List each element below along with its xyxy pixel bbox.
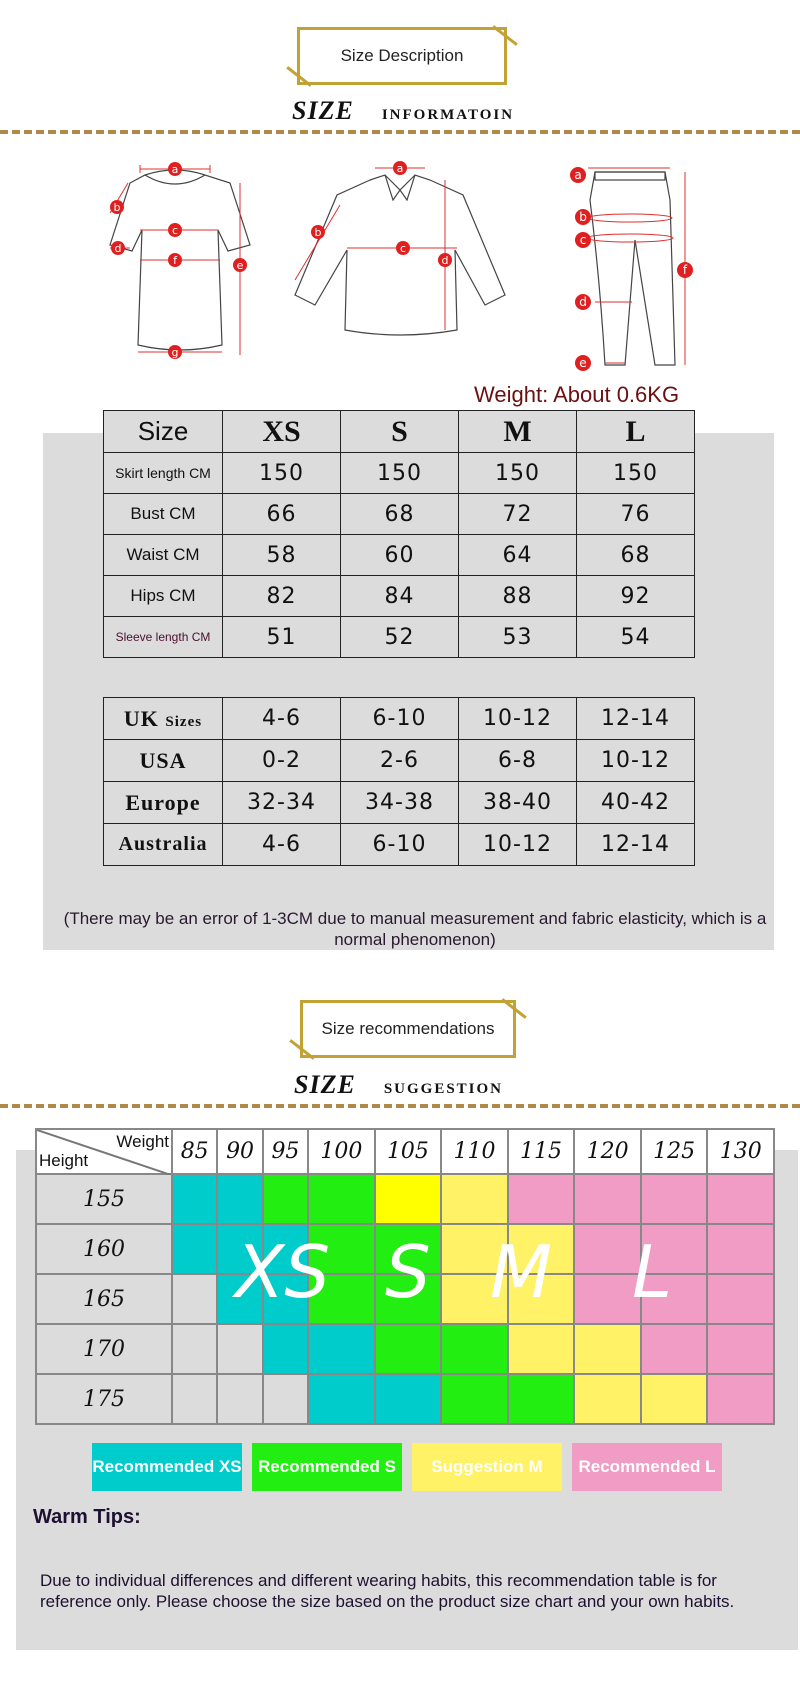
legend-m <box>412 1443 562 1491</box>
mark-d: d <box>114 242 122 255</box>
grid-cell-pink <box>574 1224 641 1274</box>
mark-f: f <box>682 263 688 277</box>
uk-suffix: Sizes <box>165 713 203 730</box>
table-row <box>104 617 695 658</box>
cell: 68 <box>341 494 459 535</box>
uk-label: UK <box>123 705 159 731</box>
grid-cell-blank <box>172 1274 217 1324</box>
weight-125: 125 <box>641 1129 708 1174</box>
overlay-l: L <box>632 1230 673 1314</box>
grid-cell-cyan <box>172 1174 217 1224</box>
table-row <box>104 698 695 740</box>
cell: 84 <box>341 576 459 617</box>
cell: 52 <box>341 617 459 658</box>
grid-cell-pink <box>508 1174 575 1224</box>
grid-cell-lyellow <box>508 1324 575 1374</box>
table-row <box>36 1374 774 1424</box>
weight-110: 110 <box>441 1129 508 1174</box>
height-155: 155 <box>36 1174 172 1224</box>
cell: 10-12 <box>577 740 695 782</box>
mark-b: b <box>579 210 587 224</box>
table-row <box>36 1324 774 1374</box>
cell: 10-12 <box>459 824 577 866</box>
cell: 34-38 <box>341 782 459 824</box>
mark-d: d <box>441 254 449 267</box>
conversion-table <box>103 697 695 866</box>
size-table <box>103 410 695 658</box>
cell: 6-10 <box>341 824 459 866</box>
grid-cell-cyan <box>172 1224 217 1274</box>
legend-label: Recommended S <box>258 1457 396 1476</box>
grid-cell-pink <box>641 1174 708 1224</box>
grid-cell-green <box>375 1324 442 1374</box>
size-recommendations-badge <box>300 1000 516 1058</box>
grid-cell-lyellow <box>574 1374 641 1424</box>
mark-e: e <box>579 356 587 370</box>
cell: 38-40 <box>459 782 577 824</box>
overlay-m: M <box>490 1230 553 1314</box>
mark-a: a <box>396 162 404 175</box>
size-xs: XS <box>223 411 341 453</box>
mark-c: c <box>171 224 179 237</box>
weight-note: Weight: About 0.6KG <box>474 382 680 407</box>
weight-90: 90 <box>217 1129 262 1174</box>
cell: 76 <box>577 494 695 535</box>
tips-body: Due to individual differences and different wearing habits, this recommendation table is for reference only. Please choose the size based on the product size chart and your own habits. <box>40 1571 735 1611</box>
cell: 150 <box>459 453 577 494</box>
mark-b: b <box>113 201 121 214</box>
grid-cell-blank <box>263 1374 308 1424</box>
badge-label: Size recommendations <box>321 1019 495 1038</box>
cell: 4-6 <box>223 824 341 866</box>
cell: 150 <box>341 453 459 494</box>
table-row <box>104 824 695 866</box>
grid-cell-pink <box>707 1274 774 1324</box>
size-m: M <box>459 411 577 453</box>
size-information-heading <box>292 96 514 126</box>
mark-a: a <box>574 168 582 182</box>
divider <box>0 130 800 134</box>
legend-xs <box>92 1443 242 1491</box>
grid-cell-pink <box>574 1174 641 1224</box>
table-row <box>104 782 695 824</box>
height-label: Height <box>39 1151 89 1170</box>
row-label: Bust CM <box>104 494 223 535</box>
heading-size: SIZE <box>292 96 354 125</box>
legend-label: Suggestion M <box>431 1457 543 1476</box>
grid-cell-cyan <box>308 1324 375 1374</box>
error-note: (There may be an error of 1-3CM due to manual measurement and fabric elasticity, which is a normal phenomenon) <box>63 909 767 949</box>
table-row <box>104 576 695 617</box>
badge-corner <box>501 998 526 1019</box>
cell: 66 <box>223 494 341 535</box>
cell: 53 <box>459 617 577 658</box>
badge-label: Size Description <box>340 46 464 65</box>
size-s: S <box>341 411 459 453</box>
table-row <box>104 453 695 494</box>
row-label: Skirt length CM <box>104 453 223 494</box>
weight-130: 130 <box>707 1129 774 1174</box>
cell: 2-6 <box>341 740 459 782</box>
row-label: Waist CM <box>104 535 223 576</box>
tips-title: Warm Tips: <box>33 1506 141 1528</box>
grid-cell-green <box>441 1374 508 1424</box>
height-170: 170 <box>36 1324 172 1374</box>
mark-b: b <box>314 226 322 239</box>
row-label: Australia <box>104 824 223 866</box>
cell: 60 <box>341 535 459 576</box>
grid-cell-pink <box>707 1224 774 1274</box>
shirt-diagram <box>285 160 515 340</box>
badge-corner <box>289 1039 314 1060</box>
height-165: 165 <box>36 1274 172 1324</box>
row-label <box>104 698 223 740</box>
cell: 6-10 <box>341 698 459 740</box>
table-row <box>104 494 695 535</box>
grid-cell-lyellow <box>641 1374 708 1424</box>
mark-d: d <box>579 295 587 309</box>
badge-corner <box>286 66 311 87</box>
height-175: 175 <box>36 1374 172 1424</box>
grid-cell-pink <box>707 1174 774 1224</box>
weight-120: 120 <box>574 1129 641 1174</box>
grid-cell-blank <box>172 1324 217 1374</box>
cell: 58 <box>223 535 341 576</box>
row-label: Hips CM <box>104 576 223 617</box>
cell: 150 <box>223 453 341 494</box>
overlay-xs: XS <box>235 1230 331 1314</box>
dress-diagram <box>100 155 270 365</box>
cell: 68 <box>577 535 695 576</box>
size-header: Size <box>104 411 223 453</box>
grid-cell-yellow <box>375 1174 442 1224</box>
legend-s <box>252 1443 402 1491</box>
heading-information: INFORMATOIN <box>381 107 515 123</box>
mark-c: c <box>579 233 587 247</box>
cell: 40-42 <box>577 782 695 824</box>
heading-size: SIZE <box>294 1070 356 1099</box>
cell: 0-2 <box>223 740 341 782</box>
cell: 92 <box>577 576 695 617</box>
cell: 54 <box>577 617 695 658</box>
size-l: L <box>577 411 695 453</box>
overlay-s: S <box>385 1230 431 1314</box>
table-row <box>104 740 695 782</box>
grid-cell-lyellow <box>574 1324 641 1374</box>
weight-95: 95 <box>263 1129 308 1174</box>
grid-cell-blank <box>217 1324 262 1374</box>
pants-diagram <box>570 160 700 375</box>
grid-cell-lyellow <box>441 1174 508 1224</box>
mark-g: g <box>171 346 179 359</box>
grid-cell-green <box>508 1374 575 1424</box>
grid-cell-cyan <box>375 1374 442 1424</box>
table-row <box>104 535 695 576</box>
cell: 82 <box>223 576 341 617</box>
heading-suggestion: SUGGESTION <box>383 1081 504 1097</box>
grid-cell-green <box>441 1324 508 1374</box>
grid-cell-pink <box>707 1374 774 1424</box>
grid-cell-pink <box>707 1324 774 1374</box>
weight-100: 100 <box>308 1129 375 1174</box>
legend-label: Recommended XS <box>92 1457 242 1476</box>
grid-cell-cyan <box>263 1324 308 1374</box>
row-label: Sleeve length CM <box>104 617 223 658</box>
cell: 72 <box>459 494 577 535</box>
grid-cell-cyan <box>217 1174 262 1224</box>
mark-e: e <box>236 259 244 272</box>
grid-cell-green <box>308 1174 375 1224</box>
height-160: 160 <box>36 1224 172 1274</box>
size-description-badge <box>297 27 507 85</box>
row-label: USA <box>104 740 223 782</box>
weight-105: 105 <box>375 1129 442 1174</box>
legend-label: Recommended L <box>578 1457 716 1476</box>
grid-cell-cyan <box>308 1374 375 1424</box>
weight-85: 85 <box>172 1129 217 1174</box>
cell: 10-12 <box>459 698 577 740</box>
mark-f: f <box>173 254 177 267</box>
cell: 88 <box>459 576 577 617</box>
corner-header <box>36 1129 172 1174</box>
mark-c: c <box>399 242 407 255</box>
cell: 12-14 <box>577 698 695 740</box>
mark-a: a <box>171 163 179 176</box>
cell: 12-14 <box>577 824 695 866</box>
cell: 64 <box>459 535 577 576</box>
weight-115: 115 <box>508 1129 575 1174</box>
cell: 4-6 <box>223 698 341 740</box>
grid-cell-pink <box>574 1274 641 1324</box>
cell: 150 <box>577 453 695 494</box>
cell: 51 <box>223 617 341 658</box>
legend-l <box>572 1443 722 1491</box>
badge-corner <box>492 25 517 46</box>
grid-cell-green <box>263 1174 308 1224</box>
grid-cell-blank <box>217 1374 262 1424</box>
grid-cell-blank <box>172 1374 217 1424</box>
cell: 6-8 <box>459 740 577 782</box>
divider <box>0 1104 800 1108</box>
weight-label: Weight <box>116 1132 169 1151</box>
row-label: Europe <box>104 782 223 824</box>
cell: 32-34 <box>223 782 341 824</box>
size-suggestion-heading <box>294 1070 503 1100</box>
grid-cell-pink <box>641 1324 708 1374</box>
table-row <box>36 1174 774 1224</box>
